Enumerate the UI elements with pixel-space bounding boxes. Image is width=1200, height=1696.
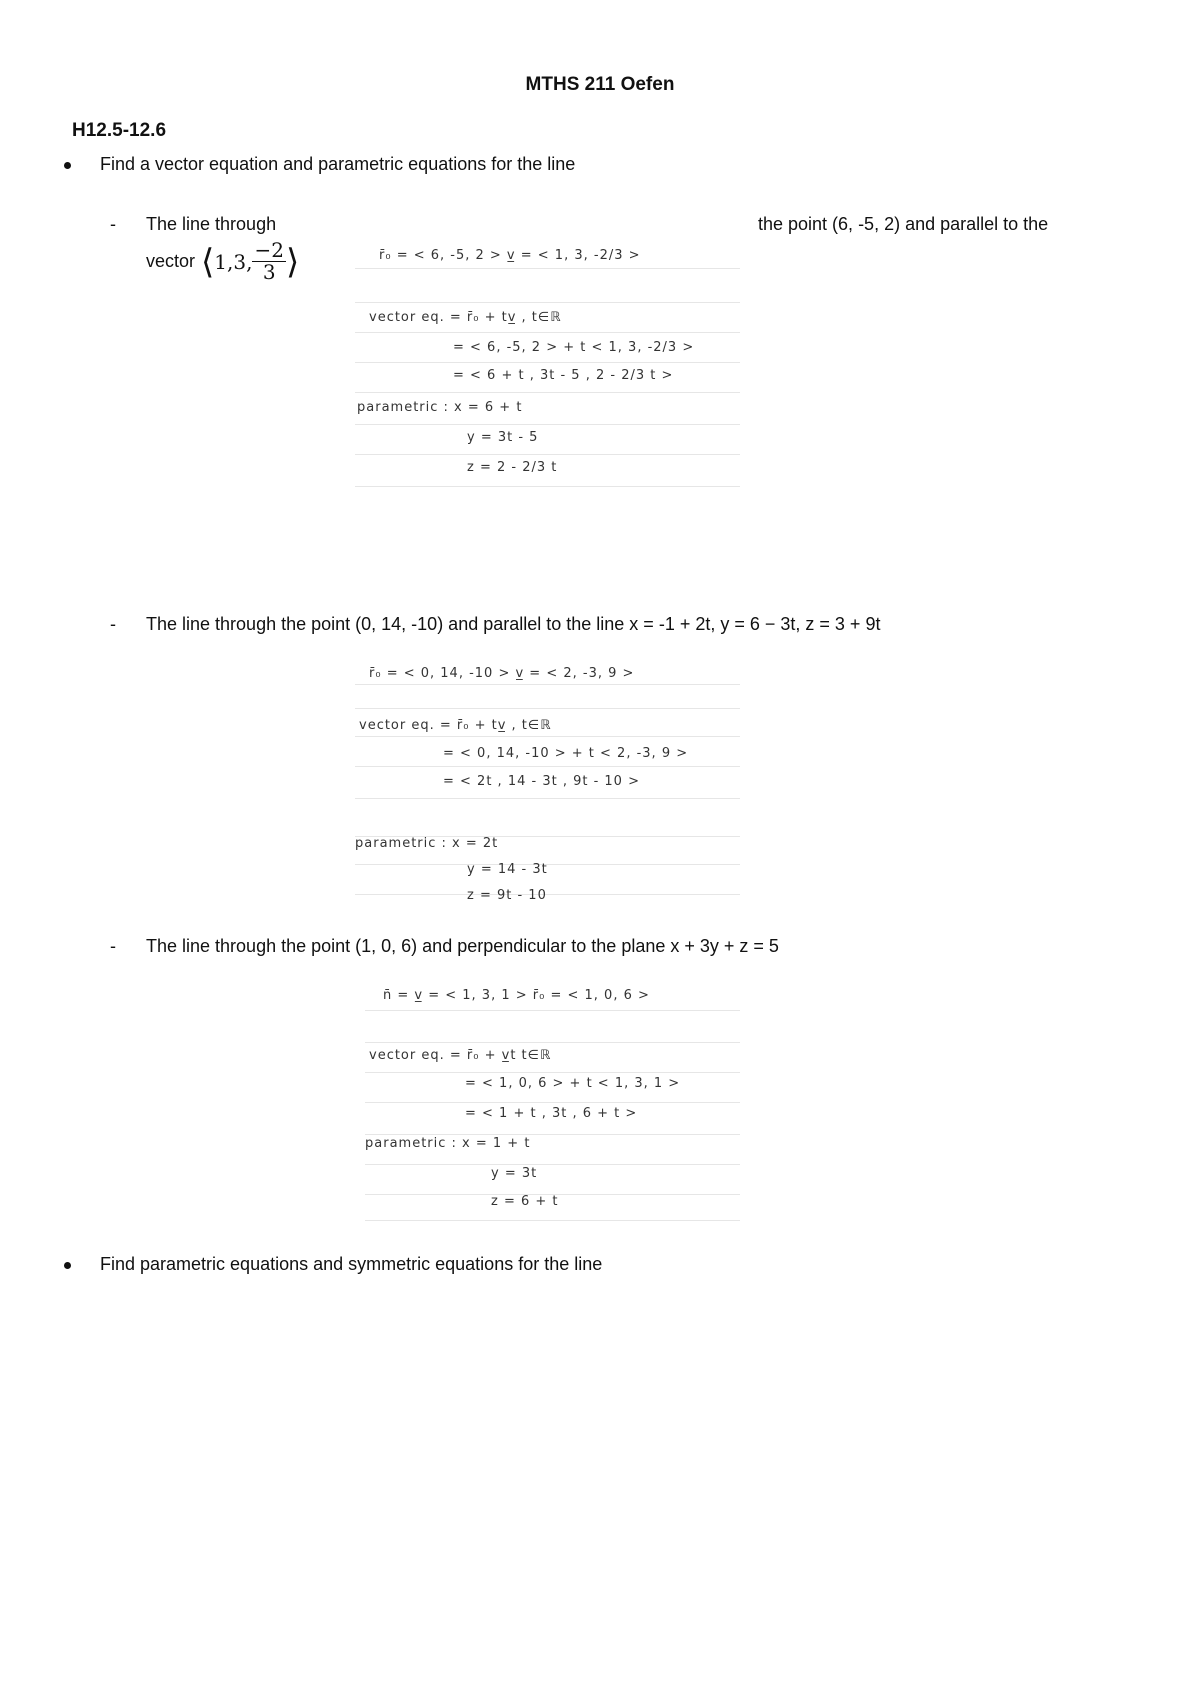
fraction-denominator: 3 — [262, 260, 276, 284]
work-line: z = 9t - 10 — [467, 888, 547, 903]
bullet-item — [64, 154, 964, 178]
work-line: = < 6 + t , 3t - 5 , 2 - 2/3 t > — [453, 368, 674, 383]
work-line: z = 2 - 2/3 t — [467, 460, 558, 475]
problem-1-text-left: The line through — [146, 214, 277, 234]
work-line: y = 3t - 5 — [467, 430, 539, 445]
section-heading: H12.5-12.6 — [72, 120, 167, 141]
bullet-text: Find a vector equation and parametric equations for the line — [100, 154, 576, 174]
work-line: r̄₀ = < 0, 14, -10 > v̲ = < 2, -3, 9 > — [369, 666, 635, 681]
problem-3-statement: - The line through the point (1, 0, 6) and perpendicular to the plane x + 3y + z = 5 — [110, 936, 779, 956]
fraction-numerator: −2 — [254, 238, 284, 262]
problem-3-text: The line through the point (1, 0, 6) and perpendicular to the plane x + 3y + z = 5 — [146, 936, 779, 956]
problem-1-text-right: the point (6, -5, 2) and parallel to the — [758, 214, 1049, 234]
work-line: = < 1, 0, 6 > + t < 1, 3, 1 > — [465, 1076, 681, 1091]
work-line: vector eq. = r̄₀ + v̲t t∈ℝ — [369, 1048, 552, 1063]
bullet-item — [64, 1254, 964, 1278]
work-line: parametric : x = 1 + t — [365, 1136, 531, 1151]
work-line: = < 2t , 14 - 3t , 9t - 10 > — [443, 774, 640, 789]
vector-fraction — [252, 240, 285, 283]
problem-2-text: The line through the point (0, 14, -10) and parallel to the line x = -1 + 2t, y = 6 − 3t, z = 3 + 9t — [146, 614, 881, 634]
problem-1-vector: vector ⟨ 1,3, $\frac{-2}{3}$ ⟩ — [146, 238, 300, 284]
work-line: = < 1 + t , 3t , 6 + t > — [465, 1106, 638, 1121]
work-line: y = 14 - 3t — [467, 862, 548, 877]
bullet-dot-icon — [64, 162, 71, 169]
document-title: MTHS 211 Oefen — [525, 74, 675, 95]
problem-1-handwritten-work — [355, 240, 740, 495]
problem-1-statement: - The line through — [110, 214, 277, 234]
work-line: parametric : x = 6 + t — [357, 400, 523, 415]
problem-2-statement: - The line through the point (0, 14, -10) and parallel to the line x = -1 + 2t, y = 6 − 3t, z = 3 + 9t — [110, 614, 881, 634]
work-line: vector eq. = r̄₀ + tv̲ , t∈ℝ — [359, 718, 552, 733]
work-line: = < 6, -5, 2 > + t < 1, 3, -2/3 > — [453, 340, 695, 355]
bullet-text: Find parametric equations and symmetric equations for the line — [100, 1254, 603, 1274]
vector-components: 1,3, — [214, 249, 253, 274]
work-line: r̄₀ = < 6, -5, 2 > v̲ = < 1, 3, -2/3 > — [379, 248, 641, 263]
bullet-dot-icon — [64, 1262, 71, 1269]
work-line: z = 6 + t — [491, 1194, 559, 1209]
work-line: vector eq. = r̄₀ + tv̲ , t∈ℝ — [369, 310, 562, 325]
problem-3-handwritten-work — [365, 980, 740, 1225]
work-line: y = 3t — [491, 1166, 538, 1181]
work-line: n̄ = v̲ = < 1, 3, 1 > r̄₀ = < 1, 0, 6 > — [383, 988, 650, 1003]
work-line: parametric : x = 2t — [355, 836, 499, 851]
vector-label: vector — [146, 251, 196, 271]
problem-2-handwritten-work — [355, 658, 740, 908]
work-line: = < 0, 14, -10 > + t < 2, -3, 9 > — [443, 746, 689, 761]
